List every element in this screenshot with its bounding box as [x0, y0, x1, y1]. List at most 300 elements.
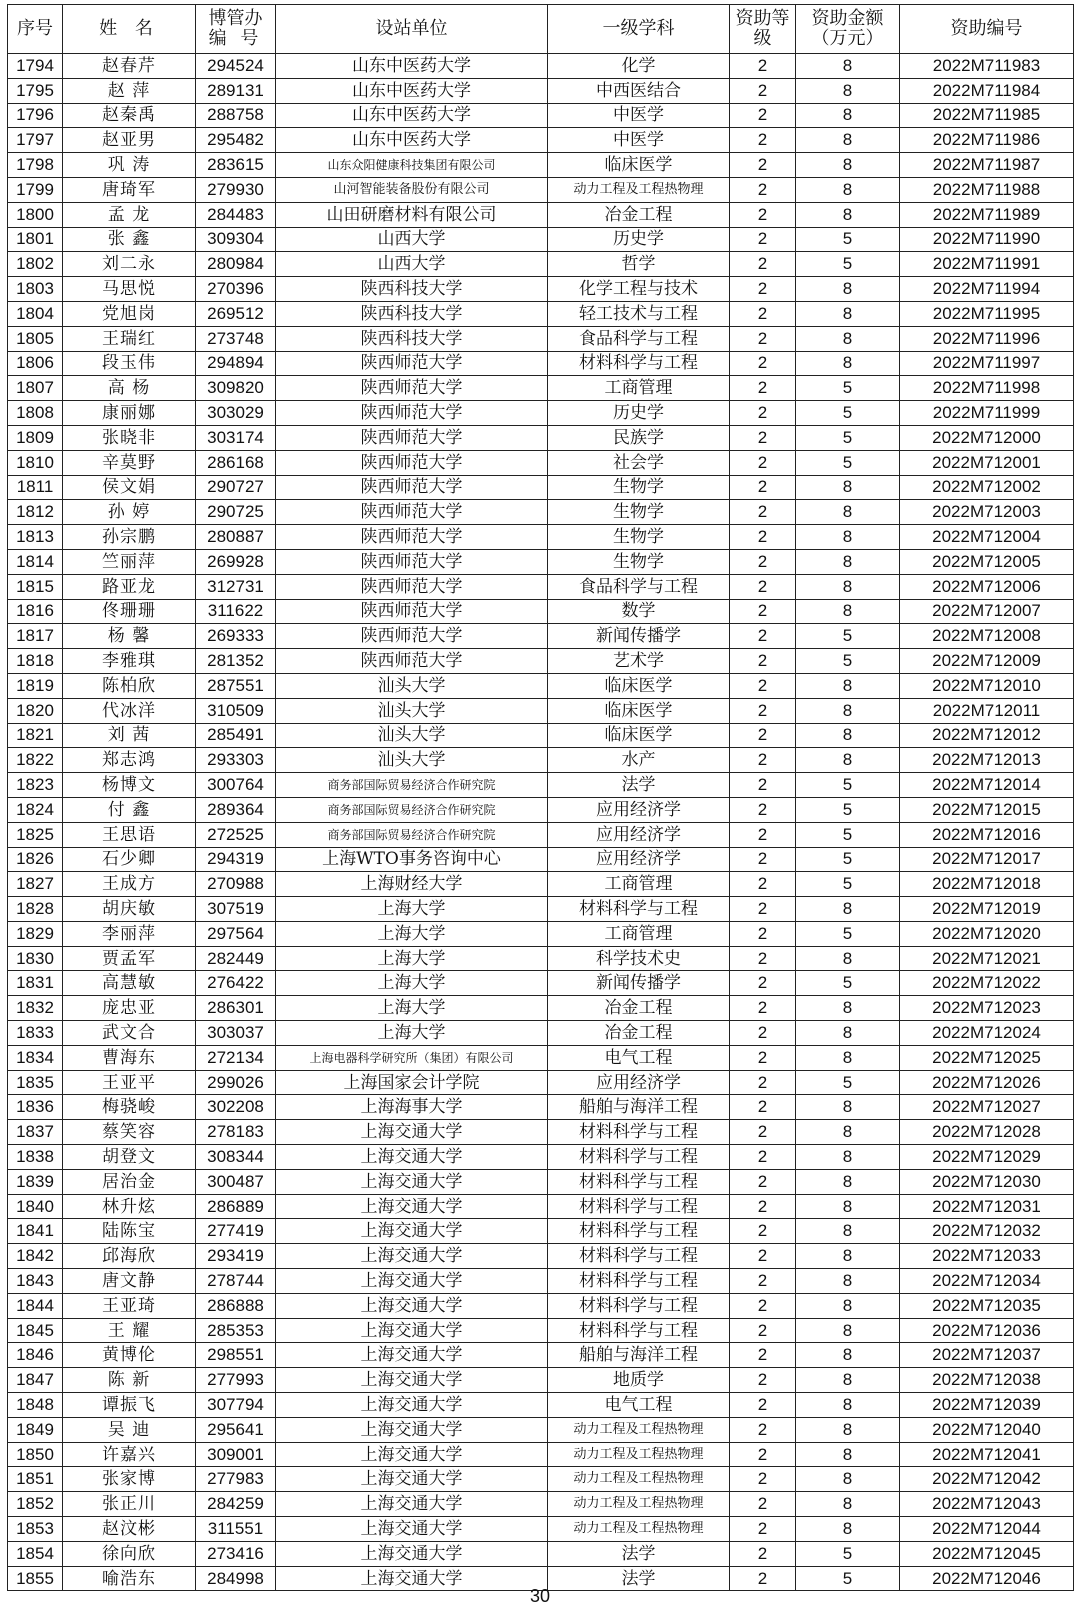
grade-cell: 2	[730, 971, 796, 996]
table-row	[8, 1269, 1074, 1294]
seq-cell: 1813	[8, 525, 63, 550]
grade-cell: 2	[730, 1368, 796, 1393]
grant-no-cell: 2022M712026	[900, 1070, 1074, 1095]
subject-cell: 工商管理	[548, 376, 730, 401]
grant-no-cell: 2022M712020	[900, 921, 1074, 946]
grant-no-cell: 2022M712002	[900, 475, 1074, 500]
grade-cell: 2	[730, 1169, 796, 1194]
office-id-cell: 289364	[196, 797, 276, 822]
amount-cell: 8	[796, 574, 900, 599]
table-row	[8, 921, 1074, 946]
grade-cell: 2	[730, 698, 796, 723]
seq-cell: 1843	[8, 1269, 63, 1294]
unit-cell: 山河智能装备股份有限公司	[276, 177, 548, 202]
name-cell: 孟 龙	[63, 202, 196, 227]
office-id-cell: 284483	[196, 202, 276, 227]
amount-cell: 8	[796, 897, 900, 922]
subject-cell: 工商管理	[548, 921, 730, 946]
seq-cell: 1848	[8, 1393, 63, 1418]
office-id-cell: 298551	[196, 1343, 276, 1368]
grant-no-cell: 2022M711998	[900, 376, 1074, 401]
grade-cell: 2	[730, 326, 796, 351]
grant-no-cell: 2022M712006	[900, 574, 1074, 599]
unit-cell: 陕西师范大学	[276, 500, 548, 525]
amount-cell: 8	[796, 500, 900, 525]
grade-cell: 2	[730, 1343, 796, 1368]
seq-cell: 1842	[8, 1244, 63, 1269]
subject-cell: 生物学	[548, 549, 730, 574]
grant-no-cell: 2022M712041	[900, 1442, 1074, 1467]
office-id-cell: 309820	[196, 376, 276, 401]
seq-cell: 1849	[8, 1417, 63, 1442]
name-cell: 武文合	[63, 1021, 196, 1046]
unit-cell: 陕西师范大学	[276, 624, 548, 649]
seq-cell: 1804	[8, 301, 63, 326]
amount-cell: 8	[796, 1517, 900, 1542]
unit-cell: 陕西科技大学	[276, 301, 548, 326]
grade-cell: 2	[730, 475, 796, 500]
subject-cell: 新闻传播学	[548, 971, 730, 996]
name-cell: 佟珊珊	[63, 599, 196, 624]
amount-cell: 5	[796, 971, 900, 996]
office-id-cell: 311551	[196, 1517, 276, 1542]
subject-cell: 应用经济学	[548, 847, 730, 872]
grant-no-cell: 2022M712022	[900, 971, 1074, 996]
amount-cell: 8	[796, 301, 900, 326]
grade-cell: 2	[730, 1566, 796, 1591]
subject-cell: 材料科学与工程	[548, 1244, 730, 1269]
seq-cell: 1826	[8, 847, 63, 872]
seq-cell: 1850	[8, 1442, 63, 1467]
grant-no-cell: 2022M712037	[900, 1343, 1074, 1368]
unit-cell: 上海交通大学	[276, 1566, 548, 1591]
unit-cell: 上海交通大学	[276, 1492, 548, 1517]
subject-cell: 材料科学与工程	[548, 1318, 730, 1343]
unit-cell: 上海WTO事务咨询中心	[276, 847, 548, 872]
grade-cell: 2	[730, 847, 796, 872]
name-cell: 曹海东	[63, 1045, 196, 1070]
seq-cell: 1838	[8, 1145, 63, 1170]
unit-cell: 山东中医药大学	[276, 54, 548, 79]
office-id-cell: 303174	[196, 425, 276, 450]
subject-cell: 化学	[548, 54, 730, 79]
name-cell: 孙 婷	[63, 500, 196, 525]
subject-cell: 轻工技术与工程	[548, 301, 730, 326]
amount-cell: 8	[796, 698, 900, 723]
table-row	[8, 1343, 1074, 1368]
grant-no-cell: 2022M712031	[900, 1194, 1074, 1219]
seq-cell: 1853	[8, 1517, 63, 1542]
subject-cell: 冶金工程	[548, 1021, 730, 1046]
unit-cell: 商务部国际贸易经济合作研究院	[276, 797, 548, 822]
grant-no-cell: 2022M712019	[900, 897, 1074, 922]
office-id-cell: 269333	[196, 624, 276, 649]
unit-cell: 上海交通大学	[276, 1244, 548, 1269]
office-id-cell: 312731	[196, 574, 276, 599]
name-cell: 巩 涛	[63, 153, 196, 178]
name-cell: 王亚琦	[63, 1293, 196, 1318]
grade-cell: 2	[730, 376, 796, 401]
office-id-cell: 309304	[196, 227, 276, 252]
subject-cell: 材料科学与工程	[548, 351, 730, 376]
unit-cell: 山田研磨材料有限公司	[276, 202, 548, 227]
unit-cell: 陕西师范大学	[276, 475, 548, 500]
name-cell: 蔡笑容	[63, 1120, 196, 1145]
amount-cell: 8	[796, 996, 900, 1021]
seq-cell: 1833	[8, 1021, 63, 1046]
grant-no-cell: 2022M712011	[900, 698, 1074, 723]
seq-cell: 1812	[8, 500, 63, 525]
grade-cell: 2	[730, 153, 796, 178]
grant-no-cell: 2022M711995	[900, 301, 1074, 326]
name-cell: 庞忠亚	[63, 996, 196, 1021]
grant-no-cell: 2022M712030	[900, 1169, 1074, 1194]
seq-cell: 1821	[8, 723, 63, 748]
grant-no-cell: 2022M712001	[900, 450, 1074, 475]
office-id-cell: 294894	[196, 351, 276, 376]
subject-cell: 食品科学与工程	[548, 574, 730, 599]
amount-cell: 8	[796, 1492, 900, 1517]
grade-cell: 2	[730, 1045, 796, 1070]
unit-cell: 汕头大学	[276, 723, 548, 748]
header-office-id-line2: 编 号	[208, 28, 263, 49]
amount-cell: 5	[796, 624, 900, 649]
subject-cell: 法学	[548, 1566, 730, 1591]
unit-cell: 上海财经大学	[276, 872, 548, 897]
office-id-cell: 303037	[196, 1021, 276, 1046]
grade-cell: 2	[730, 673, 796, 698]
grade-cell: 2	[730, 1194, 796, 1219]
subject-cell: 冶金工程	[548, 996, 730, 1021]
amount-cell: 8	[796, 1169, 900, 1194]
unit-cell: 上海交通大学	[276, 1194, 548, 1219]
table-row	[8, 1021, 1074, 1046]
table-row	[8, 450, 1074, 475]
header-grant-no: 资助编号	[900, 5, 1074, 54]
name-cell: 张晓非	[63, 425, 196, 450]
amount-cell: 8	[796, 78, 900, 103]
grade-cell: 2	[730, 1293, 796, 1318]
name-cell: 邱海欣	[63, 1244, 196, 1269]
seq-cell: 1810	[8, 450, 63, 475]
subject-cell: 临床医学	[548, 698, 730, 723]
office-id-cell: 294319	[196, 847, 276, 872]
seq-cell: 1854	[8, 1541, 63, 1566]
unit-cell: 上海交通大学	[276, 1541, 548, 1566]
amount-cell: 8	[796, 1269, 900, 1294]
name-cell: 孙宗鹏	[63, 525, 196, 550]
grant-no-cell: 2022M712012	[900, 723, 1074, 748]
grade-cell: 2	[730, 78, 796, 103]
seq-cell: 1825	[8, 822, 63, 847]
grant-no-cell: 2022M712014	[900, 773, 1074, 798]
grade-cell: 2	[730, 1269, 796, 1294]
unit-cell: 上海交通大学	[276, 1368, 548, 1393]
amount-cell: 5	[796, 1566, 900, 1591]
seq-cell: 1832	[8, 996, 63, 1021]
name-cell: 刘 茜	[63, 723, 196, 748]
table-row	[8, 301, 1074, 326]
subject-cell: 动力工程及工程热物理	[548, 1417, 730, 1442]
office-id-cell: 269928	[196, 549, 276, 574]
office-id-cell: 270396	[196, 277, 276, 302]
office-id-cell: 273748	[196, 326, 276, 351]
grade-cell: 2	[730, 549, 796, 574]
name-cell: 王 耀	[63, 1318, 196, 1343]
grant-no-cell: 2022M712015	[900, 797, 1074, 822]
name-cell: 梅骁峻	[63, 1095, 196, 1120]
subject-cell: 食品科学与工程	[548, 326, 730, 351]
table-row	[8, 1070, 1074, 1095]
unit-cell: 商务部国际贸易经济合作研究院	[276, 773, 548, 798]
subject-cell: 中西医结合	[548, 78, 730, 103]
grade-cell: 2	[730, 1095, 796, 1120]
unit-cell: 陕西师范大学	[276, 574, 548, 599]
grade-cell: 2	[730, 103, 796, 128]
subject-cell: 临床医学	[548, 723, 730, 748]
seq-cell: 1809	[8, 425, 63, 450]
header-unit: 设站单位	[276, 5, 548, 54]
seq-cell: 1801	[8, 227, 63, 252]
grant-no-cell: 2022M712000	[900, 425, 1074, 450]
unit-cell: 上海大学	[276, 921, 548, 946]
grant-no-cell: 2022M712016	[900, 822, 1074, 847]
amount-cell: 8	[796, 599, 900, 624]
subject-cell: 冶金工程	[548, 202, 730, 227]
table-row	[8, 1120, 1074, 1145]
unit-cell: 上海交通大学	[276, 1293, 548, 1318]
grade-cell: 2	[730, 128, 796, 153]
office-id-cell: 286889	[196, 1194, 276, 1219]
name-cell: 石少卿	[63, 847, 196, 872]
seq-cell: 1814	[8, 549, 63, 574]
subject-cell: 法学	[548, 1541, 730, 1566]
table-row	[8, 847, 1074, 872]
seq-cell: 1794	[8, 54, 63, 79]
seq-cell: 1837	[8, 1120, 63, 1145]
seq-cell: 1820	[8, 698, 63, 723]
office-id-cell: 290727	[196, 475, 276, 500]
name-cell: 王亚平	[63, 1070, 196, 1095]
amount-cell: 5	[796, 425, 900, 450]
subject-cell: 船舶与海洋工程	[548, 1343, 730, 1368]
unit-cell: 山西大学	[276, 252, 548, 277]
seq-cell: 1808	[8, 401, 63, 426]
subject-cell: 动力工程及工程热物理	[548, 1492, 730, 1517]
name-cell: 王思语	[63, 822, 196, 847]
name-cell: 胡登文	[63, 1145, 196, 1170]
office-id-cell: 302208	[196, 1095, 276, 1120]
header-amount-line1: 资助金额	[811, 8, 884, 29]
grade-cell: 2	[730, 252, 796, 277]
grant-no-cell: 2022M712034	[900, 1269, 1074, 1294]
subject-cell: 生物学	[548, 525, 730, 550]
office-id-cell: 285353	[196, 1318, 276, 1343]
seq-cell: 1835	[8, 1070, 63, 1095]
grade-cell: 2	[730, 1517, 796, 1542]
amount-cell: 8	[796, 1467, 900, 1492]
amount-cell: 8	[796, 1145, 900, 1170]
seq-cell: 1819	[8, 673, 63, 698]
header-grade	[730, 5, 796, 54]
seq-cell: 1855	[8, 1566, 63, 1591]
name-cell: 贾孟军	[63, 946, 196, 971]
name-cell: 康丽娜	[63, 401, 196, 426]
office-id-cell: 270988	[196, 872, 276, 897]
grade-cell: 2	[730, 1393, 796, 1418]
grade-cell: 2	[730, 1244, 796, 1269]
name-cell: 刘二永	[63, 252, 196, 277]
seq-cell: 1824	[8, 797, 63, 822]
office-id-cell: 285491	[196, 723, 276, 748]
table-row	[8, 1442, 1074, 1467]
grade-cell: 2	[730, 351, 796, 376]
grant-no-cell: 2022M712029	[900, 1145, 1074, 1170]
table-row	[8, 1467, 1074, 1492]
grade-cell: 2	[730, 946, 796, 971]
table-row	[8, 698, 1074, 723]
name-cell: 王瑞红	[63, 326, 196, 351]
office-id-cell: 277983	[196, 1467, 276, 1492]
amount-cell: 8	[796, 748, 900, 773]
seq-cell: 1845	[8, 1318, 63, 1343]
subject-cell: 材料科学与工程	[548, 1219, 730, 1244]
grade-cell: 2	[730, 748, 796, 773]
subject-cell: 历史学	[548, 227, 730, 252]
subject-cell: 社会学	[548, 450, 730, 475]
unit-cell: 上海交通大学	[276, 1517, 548, 1542]
header-grade-line2: 级	[753, 28, 772, 49]
grant-no-cell: 2022M711986	[900, 128, 1074, 153]
unit-cell: 上海交通大学	[276, 1145, 548, 1170]
name-cell: 吴 迪	[63, 1417, 196, 1442]
grade-cell: 2	[730, 277, 796, 302]
unit-cell: 上海交通大学	[276, 1219, 548, 1244]
name-cell: 杨博文	[63, 773, 196, 798]
subject-cell: 科学技术史	[548, 946, 730, 971]
unit-cell: 上海国家会计学院	[276, 1070, 548, 1095]
seq-cell: 1846	[8, 1343, 63, 1368]
grant-no-cell: 2022M712036	[900, 1318, 1074, 1343]
unit-cell: 上海交通大学	[276, 1343, 548, 1368]
page-number: 30	[529, 1586, 551, 1606]
office-id-cell: 283615	[196, 153, 276, 178]
amount-cell: 8	[796, 1318, 900, 1343]
table-row	[8, 1145, 1074, 1170]
unit-cell: 汕头大学	[276, 748, 548, 773]
table-row	[8, 103, 1074, 128]
unit-cell: 上海大学	[276, 897, 548, 922]
subject-cell: 数学	[548, 599, 730, 624]
unit-cell: 陕西师范大学	[276, 450, 548, 475]
office-id-cell: 300487	[196, 1169, 276, 1194]
amount-cell: 5	[796, 847, 900, 872]
office-id-cell: 295482	[196, 128, 276, 153]
table-row	[8, 500, 1074, 525]
seq-cell: 1839	[8, 1169, 63, 1194]
table-row	[8, 177, 1074, 202]
office-id-cell: 303029	[196, 401, 276, 426]
grant-no-cell: 2022M711988	[900, 177, 1074, 202]
name-cell: 喻浩东	[63, 1566, 196, 1591]
office-id-cell: 293419	[196, 1244, 276, 1269]
name-cell: 徐向欣	[63, 1541, 196, 1566]
unit-cell: 山西大学	[276, 227, 548, 252]
seq-cell: 1827	[8, 872, 63, 897]
seq-cell: 1844	[8, 1293, 63, 1318]
grade-cell: 2	[730, 996, 796, 1021]
office-id-cell: 277993	[196, 1368, 276, 1393]
office-id-cell: 281352	[196, 649, 276, 674]
table-row	[8, 797, 1074, 822]
seq-cell: 1847	[8, 1368, 63, 1393]
amount-cell: 8	[796, 128, 900, 153]
table-row	[8, 574, 1074, 599]
table-row	[8, 897, 1074, 922]
seq-cell: 1796	[8, 103, 63, 128]
name-cell: 赵 萍	[63, 78, 196, 103]
grant-no-cell: 2022M712007	[900, 599, 1074, 624]
table-row	[8, 54, 1074, 79]
grade-cell: 2	[730, 301, 796, 326]
grant-no-cell: 2022M712040	[900, 1417, 1074, 1442]
grade-cell: 2	[730, 525, 796, 550]
seq-cell: 1806	[8, 351, 63, 376]
amount-cell: 8	[796, 1442, 900, 1467]
unit-cell: 陕西科技大学	[276, 277, 548, 302]
amount-cell: 5	[796, 401, 900, 426]
grant-no-cell: 2022M712003	[900, 500, 1074, 525]
office-id-cell: 297564	[196, 921, 276, 946]
table-row	[8, 1219, 1074, 1244]
seq-cell: 1830	[8, 946, 63, 971]
table-row	[8, 748, 1074, 773]
name-cell: 段玉伟	[63, 351, 196, 376]
office-id-cell: 295641	[196, 1417, 276, 1442]
amount-cell: 8	[796, 1095, 900, 1120]
unit-cell: 陕西师范大学	[276, 549, 548, 574]
amount-cell: 8	[796, 1244, 900, 1269]
grade-cell: 2	[730, 1541, 796, 1566]
unit-cell: 山东中医药大学	[276, 128, 548, 153]
table-body	[8, 54, 1074, 1591]
amount-cell: 8	[796, 525, 900, 550]
seq-cell: 1822	[8, 748, 63, 773]
amount-cell: 8	[796, 1120, 900, 1145]
table-row	[8, 475, 1074, 500]
table-row	[8, 1293, 1074, 1318]
grade-cell: 2	[730, 54, 796, 79]
grant-no-cell: 2022M712028	[900, 1120, 1074, 1145]
name-cell: 张 鑫	[63, 227, 196, 252]
subject-cell: 电气工程	[548, 1393, 730, 1418]
amount-cell: 8	[796, 202, 900, 227]
grant-no-cell: 2022M712005	[900, 549, 1074, 574]
grade-cell: 2	[730, 1417, 796, 1442]
grant-no-cell: 2022M711997	[900, 351, 1074, 376]
grade-cell: 2	[730, 227, 796, 252]
subject-cell: 临床医学	[548, 673, 730, 698]
grade-cell: 2	[730, 1120, 796, 1145]
amount-cell: 8	[796, 549, 900, 574]
grant-no-cell: 2022M711989	[900, 202, 1074, 227]
office-id-cell: 311622	[196, 599, 276, 624]
unit-cell: 山东众阳健康科技集团有限公司	[276, 153, 548, 178]
seq-cell: 1828	[8, 897, 63, 922]
subject-cell: 材料科学与工程	[548, 1269, 730, 1294]
seq-cell: 1803	[8, 277, 63, 302]
amount-cell: 8	[796, 723, 900, 748]
